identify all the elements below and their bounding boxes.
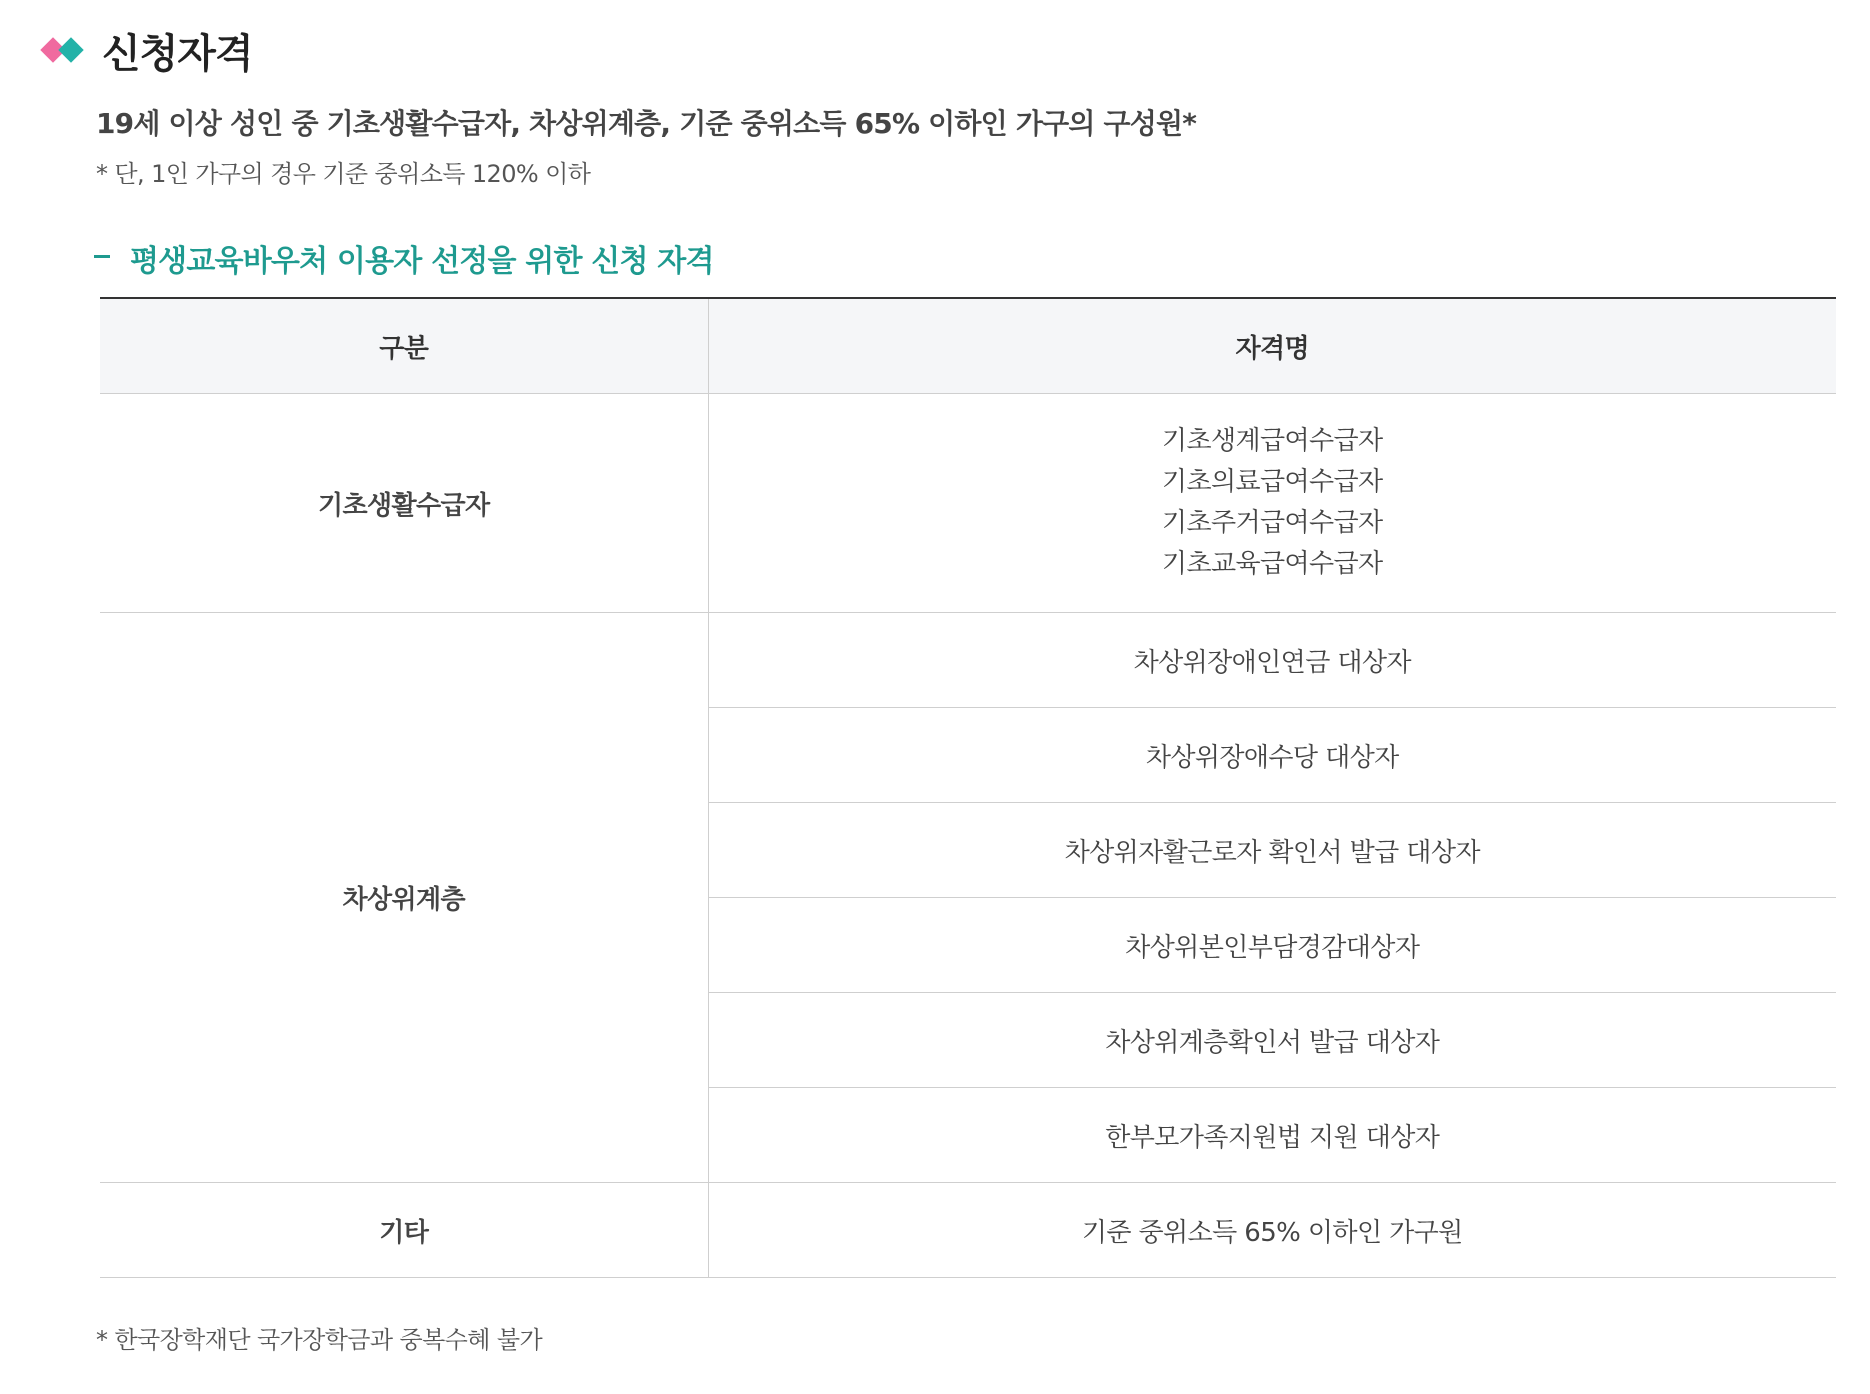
qualification-cell: 차상위계층확인서 발급 대상자 — [708, 993, 1836, 1088]
qualification-cell: 기준 중위소득 65% 이하인 가구원 — [708, 1183, 1836, 1278]
table-header-row — [100, 298, 1836, 394]
qualification-item: 기초생계급여수급자 — [1161, 426, 1383, 456]
qualification-cell: 차상위장애인연금 대상자 — [708, 613, 1836, 708]
double-diamond-icon — [40, 35, 88, 65]
qualification-cell: 한부모가족지원법 지원 대상자 — [708, 1088, 1836, 1183]
qualification-item: 기초의료급여수급자 — [1161, 467, 1383, 497]
column-header-qualification: 자격명 — [708, 298, 1836, 394]
qualification-item: 기초주거급여수급자 — [1161, 508, 1383, 538]
table-row — [100, 394, 1836, 613]
table-row — [100, 1183, 1836, 1278]
sub-heading-text: 평생교육바우처 이용자 선정을 위한 신청 자격 — [130, 244, 714, 279]
section-title — [40, 22, 253, 78]
table-row — [100, 613, 1836, 708]
eligibility-table-wrapper — [100, 297, 1836, 1278]
category-cell: 차상위계층 — [100, 613, 708, 1183]
footnote: * 한국장학재단 국가장학금과 중복수혜 불가 — [96, 1326, 543, 1354]
teal-diamond-icon — [58, 37, 83, 62]
eligibility-summary: 19세 이상 성인 중 기초생활수급자, 차상위계층, 기준 중위소득 65% 이하인 가구의 구성원* — [96, 107, 1197, 140]
qualification-cell: 차상위장애수당 대상자 — [708, 708, 1836, 803]
qualification-cell — [708, 394, 1836, 613]
sub-heading — [94, 236, 714, 280]
qualification-cell: 차상위본인부담경감대상자 — [708, 898, 1836, 993]
eligibility-table — [100, 297, 1836, 1278]
qualification-cell: 차상위자활근로자 확인서 발급 대상자 — [708, 803, 1836, 898]
column-header-category: 구분 — [100, 298, 708, 394]
category-cell: 기초생활수급자 — [100, 394, 708, 613]
eligibility-note: * 단, 1인 가구의 경우 기준 중위소득 120% 이하 — [96, 160, 591, 188]
qualification-item: 기초교육급여수급자 — [1161, 549, 1383, 579]
category-cell: 기타 — [100, 1183, 708, 1278]
page-title: 신청자격 — [102, 30, 253, 77]
dash-icon — [94, 255, 110, 258]
